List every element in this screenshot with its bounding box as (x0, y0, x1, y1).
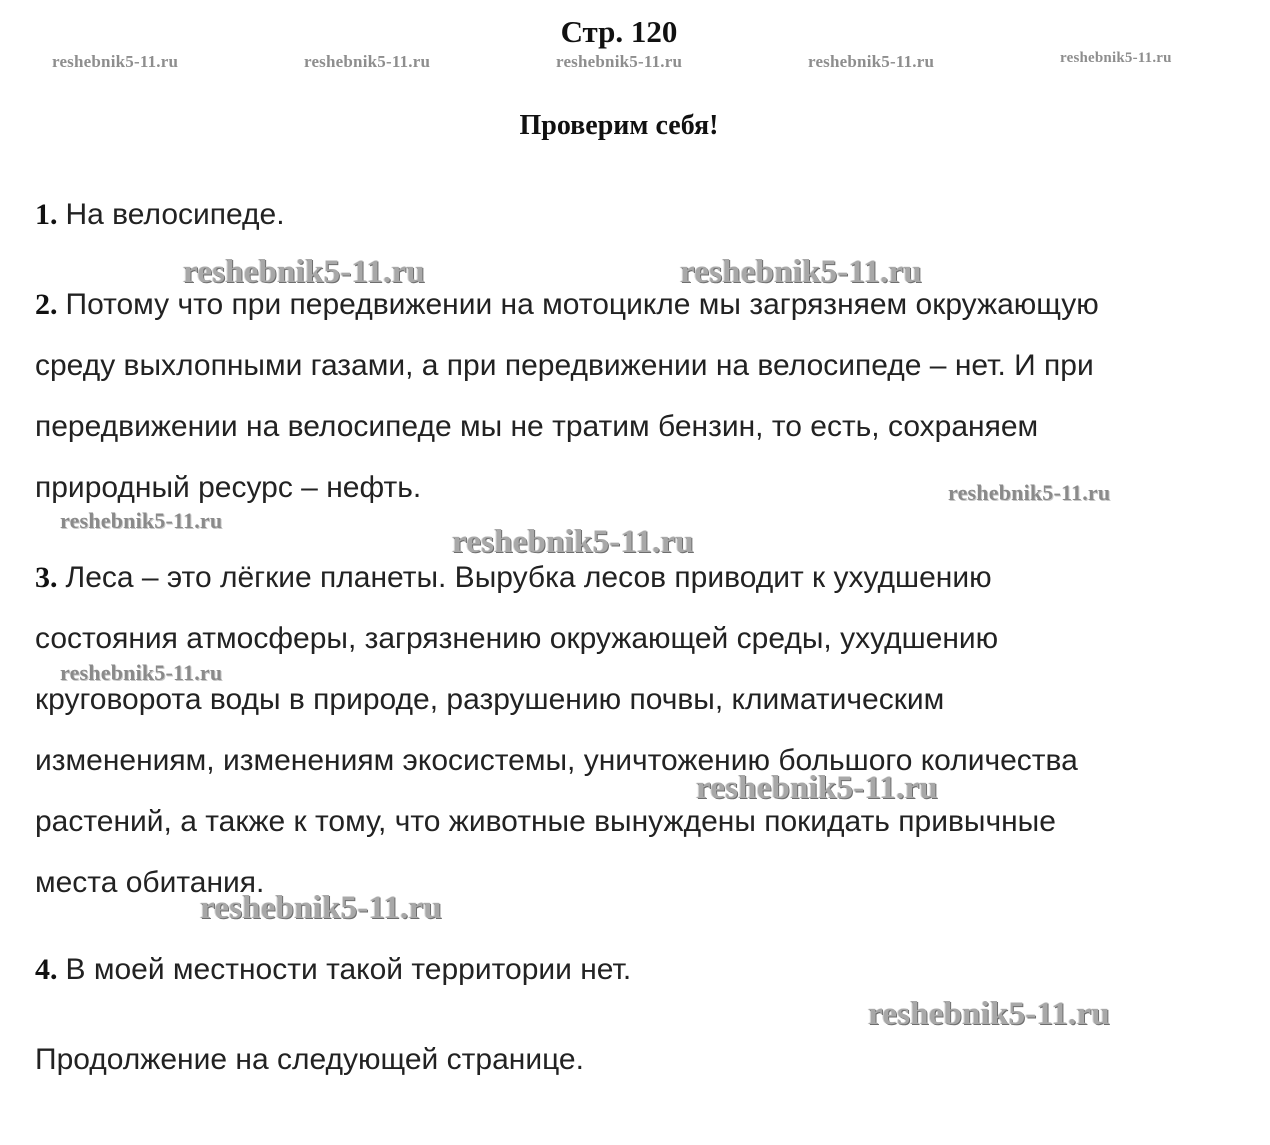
answer-4 (35, 939, 1215, 1000)
answer-line: среду выхлопными газами, а при передвижении на велосипеде – нет. И при (35, 349, 1094, 382)
watermark: reshebnik5-11.ru (200, 890, 442, 926)
watermark: reshebnik5-11.ru (52, 52, 179, 71)
answer-line: состояния атмосферы, загрязнению окружающей среды, ухудшению (35, 622, 999, 655)
answer-number: 2. (35, 288, 58, 321)
watermark: reshebnik5-11.ru (60, 508, 223, 533)
answer-3 (35, 547, 1215, 913)
answer-text: Потому что при передвижении на мотоцикле мы загрязняем окружающую (65, 288, 1099, 321)
watermark: reshebnik5-11.ru (304, 52, 431, 71)
watermark: reshebnik5-11.ru (1060, 50, 1172, 66)
answer-line: природный ресурс – нефть. (35, 471, 422, 504)
answer-text: На велосипеде. (65, 198, 285, 231)
answer-line (35, 939, 1215, 1000)
continuation-text: Продолжение на следующей странице. (35, 1043, 584, 1076)
watermark: reshebnik5-11.ru (556, 52, 683, 71)
answer-line (35, 184, 1215, 245)
section-title: Проверим себя! (519, 110, 719, 141)
page-title: Стр. 120 (560, 14, 678, 49)
watermark: reshebnik5-11.ru (452, 524, 694, 560)
answer-text: В моей местности такой территории нет. (65, 953, 632, 986)
answer-1 (35, 184, 1215, 245)
answer-line: изменениям, изменениям экосистемы, уничтожению большого количества (35, 744, 1078, 777)
watermark: reshebnik5-11.ru (680, 254, 922, 290)
watermark: reshebnik5-11.ru (60, 660, 223, 685)
answer-text: Леса – это лёгкие планеты. Вырубка лесов приводит к ухудшению (65, 561, 992, 594)
watermark: reshebnik5-11.ru (696, 770, 938, 806)
watermark: reshebnik5-11.ru (183, 254, 425, 290)
answer-line: круговорота воды в природе, разрушению почвы, климатическим (35, 683, 945, 716)
continuation-note (35, 1029, 1215, 1090)
answer-line: передвижении на велосипеде мы не тратим бензин, то есть, сохраняем (35, 410, 1039, 443)
watermark: reshebnik5-11.ru (808, 52, 935, 71)
answer-number: 4. (35, 953, 58, 986)
answer-line: места обитания. (35, 866, 265, 899)
answer-number: 3. (35, 561, 58, 594)
watermark: reshebnik5-11.ru (948, 480, 1111, 505)
answer-line: растений, а также к тому, что животные вынуждены покидать привычные (35, 805, 1056, 838)
watermark: reshebnik5-11.ru (868, 996, 1110, 1032)
answer-number: 1. (35, 198, 58, 231)
